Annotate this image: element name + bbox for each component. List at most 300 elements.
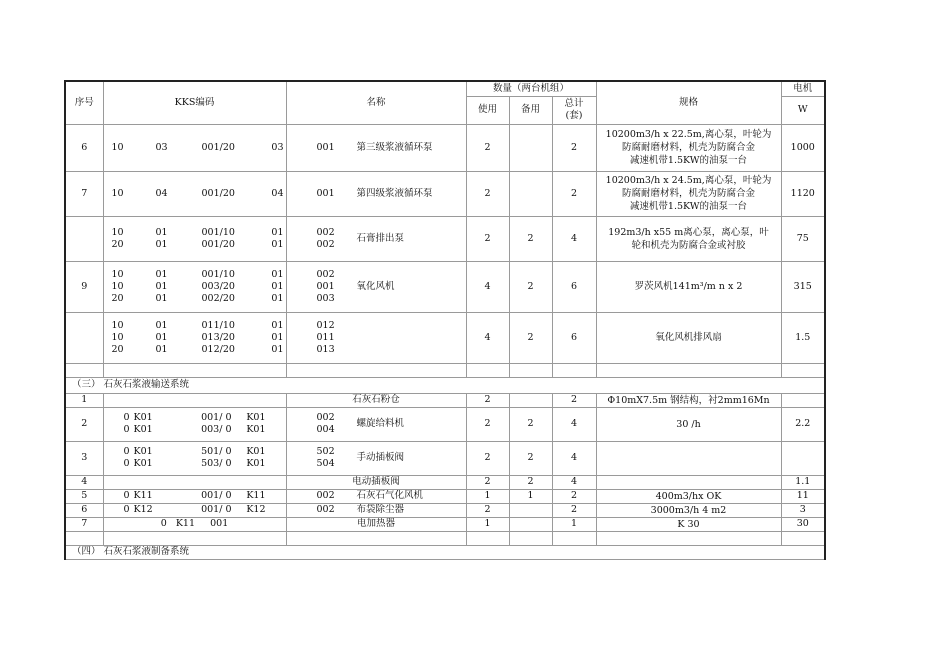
kks-code-part: 001/20 [201,187,235,199]
table-row [65,216,825,261]
kks-code-line [112,281,284,293]
spec-lines [599,394,779,407]
kks-code-part: 01 [155,343,168,355]
equipment-name: 氧化风机 [356,280,395,292]
kks-code-part: 04 [271,187,284,199]
empty-cell [466,531,509,545]
kks-code-part: K01 [133,458,153,469]
row-total: 1 [552,517,596,531]
kks-code-part: 03 [271,141,284,153]
spec-lines [599,518,779,531]
equipment-code: 013 [316,343,335,355]
row-total: 2 [552,393,596,407]
equipment-code: 002 [316,412,335,423]
spec-line: 防腐耐磨材料，机壳为防腐合金 [621,142,755,153]
row-spec [596,171,781,216]
equipment-code: 001 [316,280,335,292]
row-motor: 3 [781,503,825,517]
table-row [65,171,825,216]
kks-code-lines [112,188,284,200]
kks-code-part: 10 [111,226,124,238]
kks-code-part: 01 [271,238,284,250]
equipment-codes [289,227,351,251]
row-spare [509,393,552,407]
table-row [65,124,825,171]
row-name [286,441,466,475]
equipment-code: 502 [316,446,335,457]
name-cell-content [289,142,464,154]
name-cell-content [289,188,464,200]
header-motor-unit: W [781,96,825,124]
kks-code-line [104,412,284,424]
header-use: 使用 [466,96,509,124]
equipment-code: 001 [316,141,335,153]
row-total: 6 [552,261,596,312]
equipment-code: 002 [316,490,335,501]
kks-code-lines [104,490,284,502]
kks-code-part: 0 [123,458,130,469]
equipment-codes [289,320,351,356]
name-cell-content [289,490,464,502]
kks-code-line [112,142,284,154]
row-motor: 75 [781,216,825,261]
row-seq: 5 [65,489,103,503]
row-name [286,503,466,517]
empty-cell [286,531,466,545]
row-spec [596,441,781,475]
empty-cell [65,363,103,377]
equipment-name: 石灰石气化风机 [356,490,424,501]
kks-code-part: 0 [123,446,130,457]
equipment-name: 螺旋给料机 [356,418,405,429]
row-total: 2 [552,489,596,503]
equipment-codes [289,142,351,154]
equipment-code: 002 [316,226,335,238]
row-use: 2 [466,475,509,489]
section-row [65,377,825,393]
table-row [65,475,825,489]
equipment-codes [289,446,351,470]
empty-cell [781,363,825,377]
equipment-codes [289,412,351,436]
row-use: 1 [466,489,509,503]
kks-code-part: 001/ 0 [201,412,232,423]
kks-code-part: 01 [271,268,284,280]
spec-line: 30 /h [676,418,701,430]
kks-code-part: 10 [111,331,124,343]
equipment-codes [289,269,351,305]
row-spec [596,261,781,312]
empty-row [65,363,825,377]
kks-code-line [112,344,284,356]
kks-code-part: K01 [246,458,266,469]
kks-code-lines [112,227,284,251]
row-seq [65,216,103,261]
kks-code-part: 001/20 [201,141,235,153]
kks-code-part: K01 [133,424,153,435]
row-use: 2 [466,171,509,216]
row-use: 2 [466,407,509,441]
kks-code-part: 01 [271,331,284,343]
kks-code-line [112,188,284,200]
row-kks [103,216,286,261]
kks-code-lines [104,412,284,436]
equipment-code: 003 [316,292,335,304]
row-kks: 0 K11 001 [103,517,286,531]
row-name: 电动插板阀 [286,475,466,489]
kks-code-part: 001/ 0 [201,504,232,515]
kks-code-part: 01 [155,319,168,331]
empty-cell [466,363,509,377]
equipment-name: 第四级浆液循环泵 [356,187,433,199]
equipment-code: 504 [316,458,335,469]
kks-code-part: 10 [111,319,124,331]
kks-code-line [112,227,284,239]
row-total: 2 [552,503,596,517]
row-seq: 2 [65,407,103,441]
kks-code-part: 0 [123,412,130,423]
row-spare: 1 [509,489,552,503]
name-cell-content [289,504,464,516]
row-use: 2 [466,503,509,517]
kks-code-part: 012/20 [201,343,235,355]
kks-code-part: K01 [246,446,266,457]
row-motor [781,393,825,407]
row-name [286,489,466,503]
name-cell-content [289,320,464,356]
kks-code-part: 01 [155,280,168,292]
row-name [286,261,466,312]
kks-code-lines [112,269,284,305]
spec-line: 减速机带1.5KW的油泵一台 [629,155,748,166]
header-name: 名称 [286,81,466,124]
spec-line: 10200m3/h x 22.5m,离心泵，叶轮为 [605,129,772,140]
header-total-unit: (套) [565,110,583,121]
row-total: 2 [552,171,596,216]
equipment-table-sheet [64,80,826,560]
section-title: （四） 石灰石浆液制备系统 [65,545,825,559]
kks-code-part: 01 [271,280,284,292]
row-name [286,124,466,171]
table-row [65,393,825,407]
kks-code-part: 011/10 [201,319,235,331]
row-motor: 11 [781,489,825,503]
row-spare: 2 [509,261,552,312]
row-use: 2 [466,124,509,171]
row-spec [596,216,781,261]
empty-cell [103,363,286,377]
row-seq: 7 [65,517,103,531]
kks-code-part: 002/20 [201,292,235,304]
row-spare [509,171,552,216]
row-total: 2 [552,124,596,171]
row-kks [103,171,286,216]
equipment-code: 012 [316,319,335,331]
row-spare: 2 [509,475,552,489]
row-spare [509,517,552,531]
row-seq [65,312,103,363]
kks-code-part: 01 [271,343,284,355]
empty-cell [552,363,596,377]
header-spare: 备用 [509,96,552,124]
row-seq: 3 [65,441,103,475]
header-seq: 序号 [65,81,103,124]
equipment-code: 002 [316,238,335,250]
row-total: 4 [552,407,596,441]
row-motor: 1120 [781,171,825,216]
table-row [65,517,825,531]
row-kks [103,475,286,489]
header-total [552,96,596,124]
kks-code-part: 10 [111,268,124,280]
empty-cell [65,531,103,545]
kks-code-part: 013/20 [201,331,235,343]
kks-code-lines [104,446,284,470]
kks-code-part: 0 [123,424,130,435]
kks-code-part: 01 [155,238,168,250]
equipment-codes [289,188,351,200]
kks-code-part: 01 [271,319,284,331]
row-use: 1 [466,517,509,531]
kks-code-part: K01 [133,446,153,457]
empty-cell [509,363,552,377]
section-title: （三） 石灰石浆液输送系统 [65,377,825,393]
spec-line: K 30 [677,518,700,530]
empty-cell [781,531,825,545]
equipment-codes [289,490,351,502]
row-seq: 6 [65,124,103,171]
kks-code-line [104,424,284,436]
row-name: 电加热器 [286,517,466,531]
row-use: 2 [466,393,509,407]
kks-code-line [104,490,284,502]
kks-code-line [112,239,284,251]
kks-code-part: 001/10 [201,268,235,280]
spec-line: 罗茨风机141m³/m n x 2 [634,281,743,292]
kks-code-part: 01 [271,226,284,238]
kks-code-line [104,458,284,470]
row-total: 4 [552,441,596,475]
name-cell-content [289,269,464,305]
row-seq: 9 [65,261,103,312]
row-use: 4 [466,312,509,363]
row-motor: 30 [781,517,825,531]
equipment-code: 011 [316,331,335,343]
name-cell-content [289,446,464,470]
spec-lines [599,174,779,213]
row-spec [596,407,781,441]
name-cell-content [289,412,464,436]
kks-code-line [104,446,284,458]
kks-code-part: 0 [123,504,130,515]
spec-line: 防腐耐磨材料，机壳为防腐合金 [621,188,755,199]
row-spec [596,503,781,517]
empty-cell [103,531,286,545]
row-total: 4 [552,216,596,261]
equipment-name: 第三级浆液循环泵 [356,141,433,153]
spec-line: 减速机带1.5KW的油泵一台 [629,201,748,212]
table-row [65,312,825,363]
row-kks [103,393,286,407]
kks-code-part: K01 [246,412,266,423]
kks-code-part: 03 [155,141,168,153]
kks-code-part: 01 [155,226,168,238]
row-kks [103,489,286,503]
kks-code-part: 501/ 0 [201,446,232,457]
row-motor: 1.1 [781,475,825,489]
kks-code-part: 10 [111,187,124,199]
row-kks [103,312,286,363]
row-use: 2 [466,441,509,475]
row-spec [596,393,781,407]
spec-lines [599,128,779,167]
spec-lines [599,226,779,252]
equipment-code: 002 [316,268,335,280]
row-motor: 1.5 [781,312,825,363]
empty-cell [509,531,552,545]
row-seq: 7 [65,171,103,216]
kks-code-part: K12 [133,504,153,515]
row-kks [103,441,286,475]
row-kks [103,503,286,517]
kks-code-part: 0 [123,490,130,501]
header-total-label: 总计 [564,98,584,109]
equipment-codes [289,504,351,516]
kks-code-part: 503/ 0 [201,458,232,469]
table-row [65,407,825,441]
row-motor: 1000 [781,124,825,171]
row-motor: 315 [781,261,825,312]
spec-lines [599,331,779,344]
kks-code-part: K11 [133,490,153,501]
row-spare [509,503,552,517]
kks-code-part: 04 [155,187,168,199]
equipment-name: 手动插板阀 [356,452,405,463]
table-row [65,441,825,475]
kks-code-part: 01 [155,268,168,280]
table-row [65,261,825,312]
kks-code-lines [104,504,284,516]
empty-row [65,531,825,545]
kks-code-part: K11 [246,490,266,501]
row-kks [103,407,286,441]
kks-code-line [112,293,284,305]
row-spec [596,475,781,489]
section-row [65,545,825,559]
empty-cell [552,531,596,545]
spec-lines [599,280,779,293]
equipment-code: 004 [316,424,335,435]
row-total: 4 [552,475,596,489]
kks-code-line [112,332,284,344]
kks-code-part: 01 [155,292,168,304]
row-spare [509,124,552,171]
equipment-code: 002 [316,504,335,515]
spec-line: 轮和机壳为防腐合金或衬胶 [631,239,746,251]
kks-code-part: 003/ 0 [201,424,232,435]
empty-cell [286,363,466,377]
header-kks: KKS编码 [103,81,286,124]
header-motor: 电机 [781,81,825,96]
kks-code-part: 10 [111,280,124,292]
row-motor [781,441,825,475]
row-kks [103,124,286,171]
row-spare: 2 [509,312,552,363]
row-seq: 4 [65,475,103,489]
kks-code-part: 01 [155,331,168,343]
kks-code-line [112,269,284,281]
row-spec [596,517,781,531]
equipment-code: 001 [316,187,335,199]
spec-line: 400m3/hx OK [655,490,722,502]
empty-cell [596,531,781,545]
spec-line: 192m3/h x55 m离心泵，离心泵，叶 [608,226,769,238]
spec-line: 10200m3/h x 24.5m,离心泵，叶轮为 [605,175,772,186]
kks-code-part: K01 [133,412,153,423]
row-use: 2 [466,216,509,261]
equipment-name: 石膏排出泵 [356,232,405,244]
spec-line: 氧化风机排风扇 [655,332,722,343]
row-name [286,216,466,261]
row-name: 石灰石粉仓 [286,393,466,407]
row-total: 6 [552,312,596,363]
kks-code-part: K01 [246,424,266,435]
kks-code-part: 10 [111,141,124,153]
equipment-name: 布袋除尘器 [356,504,405,515]
kks-code-part: 001/10 [201,226,235,238]
kks-code-part: 20 [111,343,124,355]
name-cell-content [289,227,464,251]
spec-lines [599,418,779,431]
row-name [286,312,466,363]
row-use: 4 [466,261,509,312]
row-seq: 6 [65,503,103,517]
table-row [65,503,825,517]
row-motor: 2.2 [781,407,825,441]
row-kks [103,261,286,312]
kks-code-lines [112,142,284,154]
spec-line: 3000m3/h 4 m2 [650,504,727,516]
spec-lines [599,504,779,517]
row-spare: 2 [509,407,552,441]
row-name [286,171,466,216]
kks-code-part: 001/ 0 [201,490,232,501]
kks-code-line [104,504,284,516]
kks-code-line [112,320,284,332]
row-spare: 2 [509,216,552,261]
kks-code-lines [112,320,284,356]
row-spec [596,124,781,171]
table-row [65,489,825,503]
row-seq: 1 [65,393,103,407]
spec-lines [599,490,779,503]
header-qty-group: 数量（两台机组） [466,81,596,96]
kks-code-part: 01 [271,292,284,304]
kks-code-part: 20 [111,292,124,304]
kks-code-part: K12 [246,504,266,515]
equipment-table [64,80,826,560]
header-spec: 规格 [596,81,781,124]
kks-code-part: 20 [111,238,124,250]
row-spare: 2 [509,441,552,475]
row-spec [596,489,781,503]
kks-code-part: 003/20 [201,280,235,292]
row-name [286,407,466,441]
spec-line: Φ10mX7.5m 钢结构，衬2mm16Mn [607,394,770,406]
empty-cell [596,363,781,377]
row-spec [596,312,781,363]
kks-code-part: 001/20 [201,238,235,250]
